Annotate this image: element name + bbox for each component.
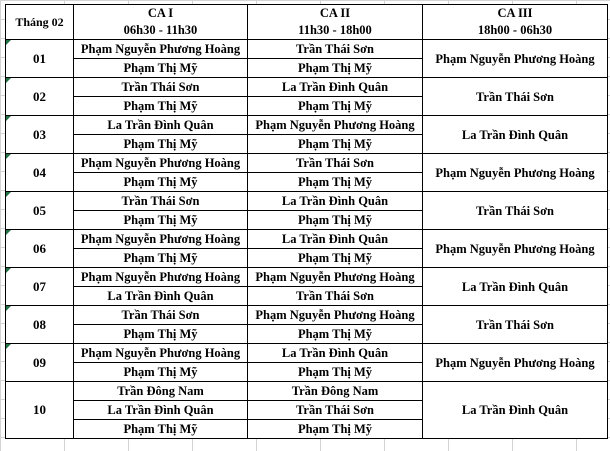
day-number: 05	[33, 202, 46, 218]
day-cell[interactable]	[6, 382, 74, 439]
shift-1-staff-cell[interactable]: Trần Đông Nam	[74, 382, 248, 401]
shift-1-staff-cell[interactable]: La Trần Đình Quân	[74, 116, 248, 135]
day-number: 09	[33, 354, 46, 370]
shift-2-staff-cell[interactable]: La Trần Đình Quân	[248, 230, 423, 249]
shift-2-staff-cell[interactable]: Phạm Thị Mỹ	[248, 97, 423, 116]
shift-1-staff-cell[interactable]: La Trần Đình Quân	[74, 287, 248, 306]
table-row	[6, 230, 608, 249]
table-row	[6, 154, 608, 173]
shift-3-staff-cell[interactable]: Trần Thái Sơn	[423, 192, 608, 230]
shift-2-staff-cell[interactable]: Phạm Thị Mỹ	[248, 249, 423, 268]
table-row	[6, 344, 608, 363]
shift-2-staff-cell[interactable]: Phạm Thị Mỹ	[248, 211, 423, 230]
cell-note-marker	[6, 40, 11, 45]
day-cell[interactable]	[6, 268, 74, 306]
cell-note-marker	[6, 154, 11, 159]
shift-2-staff-cell[interactable]: La Trần Đình Quân	[248, 78, 423, 97]
table-row	[6, 268, 608, 287]
shift-2-staff-cell[interactable]: Phạm Thị Mỹ	[248, 135, 423, 154]
shift-1-staff-cell[interactable]: La Trần Đình Quân	[74, 401, 248, 420]
cell-note-marker	[6, 78, 11, 83]
shift-2-staff-cell[interactable]: Phạm Nguyễn Phương Hoàng	[248, 116, 423, 135]
shift-2-name: CA II	[319, 6, 351, 20]
shift-3-staff-cell[interactable]: La Trần Đình Quân	[423, 268, 608, 306]
shift-1-staff-cell[interactable]: Phạm Thị Mỹ	[74, 97, 248, 116]
shift-roster-table	[5, 4, 608, 439]
shift-3-staff-cell[interactable]: La Trần Đình Quân	[423, 382, 608, 439]
shift-1-staff-cell[interactable]: Phạm Thị Mỹ	[74, 173, 248, 192]
table-row	[6, 382, 608, 401]
shift-1-header[interactable]	[74, 5, 248, 40]
cell-note-marker	[6, 344, 11, 349]
day-cell[interactable]	[6, 344, 74, 382]
shift-1-staff-cell[interactable]: Trần Thái Sơn	[74, 78, 248, 97]
day-cell[interactable]	[6, 78, 74, 116]
day-number: 06	[33, 240, 46, 256]
shift-1-staff-cell[interactable]: Trần Thái Sơn	[74, 192, 248, 211]
day-cell[interactable]	[6, 116, 74, 154]
shift-1-staff-cell[interactable]: Phạm Thị Mỹ	[74, 249, 248, 268]
cell-note-marker	[6, 306, 11, 311]
shift-2-staff-cell[interactable]: La Trần Đình Quân	[248, 192, 423, 211]
cell-note-marker	[6, 268, 11, 273]
shift-1-staff-cell[interactable]: Phạm Nguyễn Phương Hoàng	[74, 344, 248, 363]
month-header-cell[interactable]	[6, 5, 74, 40]
shift-2-staff-cell[interactable]: Phạm Nguyễn Phương Hoàng	[248, 268, 423, 287]
shift-1-staff-cell[interactable]: Phạm Thị Mỹ	[74, 325, 248, 344]
table-row	[6, 306, 608, 325]
shift-1-name: CA I	[147, 6, 174, 20]
shift-3-time: 18h00 - 06h30	[477, 23, 553, 37]
shift-2-staff-cell[interactable]: La Trần Đình Quân	[248, 344, 423, 363]
day-cell[interactable]	[6, 154, 74, 192]
table-row	[6, 40, 608, 59]
shift-2-staff-cell[interactable]: Phạm Thị Mỹ	[248, 59, 423, 78]
cell-note-marker	[6, 116, 11, 121]
shift-2-staff-cell[interactable]: Phạm Nguyễn Phương Hoàng	[248, 306, 423, 325]
roster-body	[6, 40, 608, 439]
day-number: 02	[33, 88, 46, 104]
shift-1-time: 06h30 - 11h30	[123, 23, 198, 37]
table-row	[6, 116, 608, 135]
month-label: Tháng 02	[15, 15, 64, 29]
table-row	[6, 192, 608, 211]
shift-1-staff-cell[interactable]: Phạm Nguyễn Phương Hoàng	[74, 40, 248, 59]
shift-2-staff-cell[interactable]: Trần Thái Sơn	[248, 40, 423, 59]
shift-2-staff-cell[interactable]: Trần Thái Sơn	[248, 401, 423, 420]
shift-3-staff-cell[interactable]: Phạm Nguyễn Phương Hoàng	[423, 40, 608, 78]
cell-note-marker	[6, 192, 11, 197]
day-number: 08	[33, 316, 46, 332]
shift-3-staff-cell[interactable]: Phạm Nguyễn Phương Hoàng	[423, 154, 608, 192]
day-number: 04	[33, 164, 46, 180]
day-number: 01	[33, 50, 46, 66]
day-cell[interactable]	[6, 230, 74, 268]
shift-2-header[interactable]	[248, 5, 423, 40]
day-cell[interactable]	[6, 40, 74, 78]
shift-3-staff-cell[interactable]: Trần Thái Sơn	[423, 78, 608, 116]
shift-1-staff-cell[interactable]: Phạm Nguyễn Phương Hoàng	[74, 268, 248, 287]
shift-2-staff-cell[interactable]: Phạm Thị Mỹ	[248, 363, 423, 382]
shift-1-staff-cell[interactable]: Phạm Thị Mỹ	[74, 59, 248, 78]
shift-2-staff-cell[interactable]: Phạm Thị Mỹ	[248, 420, 423, 439]
cell-note-marker	[6, 230, 11, 235]
shift-3-staff-cell[interactable]: Trần Thái Sơn	[423, 306, 608, 344]
shift-2-staff-cell[interactable]: Phạm Thị Mỹ	[248, 173, 423, 192]
shift-2-staff-cell[interactable]: Phạm Thị Mỹ	[248, 325, 423, 344]
shift-3-name: CA III	[497, 6, 533, 20]
table-row	[6, 78, 608, 97]
day-cell[interactable]	[6, 192, 74, 230]
day-cell[interactable]	[6, 306, 74, 344]
day-number: 10	[33, 402, 46, 417]
day-number: 03	[33, 126, 46, 142]
shift-1-staff-cell[interactable]: Phạm Thị Mỹ	[74, 135, 248, 154]
shift-3-staff-cell[interactable]: Phạm Nguyễn Phương Hoàng	[423, 344, 608, 382]
shift-1-staff-cell[interactable]: Phạm Nguyễn Phương Hoàng	[74, 154, 248, 173]
shift-1-staff-cell[interactable]: Trần Thái Sơn	[74, 306, 248, 325]
shift-1-staff-cell[interactable]: Phạm Thị Mỹ	[74, 363, 248, 382]
shift-1-staff-cell[interactable]: Phạm Nguyễn Phương Hoàng	[74, 230, 248, 249]
shift-2-staff-cell[interactable]: Trần Đông Nam	[248, 382, 423, 401]
shift-3-header[interactable]	[423, 5, 608, 40]
shift-1-staff-cell[interactable]: Phạm Thị Mỹ	[74, 420, 248, 439]
shift-2-staff-cell[interactable]: Trần Thái Sơn	[248, 287, 423, 306]
shift-3-staff-cell[interactable]: Phạm Nguyễn Phương Hoàng	[423, 230, 608, 268]
header-row	[6, 5, 608, 40]
shift-2-time: 11h30 - 18h00	[298, 23, 372, 37]
day-number: 07	[33, 278, 46, 294]
shift-1-staff-cell[interactable]: Phạm Thị Mỹ	[74, 211, 248, 230]
shift-3-staff-cell[interactable]: La Trần Đình Quân	[423, 116, 608, 154]
shift-2-staff-cell[interactable]: Trần Thái Sơn	[248, 154, 423, 173]
